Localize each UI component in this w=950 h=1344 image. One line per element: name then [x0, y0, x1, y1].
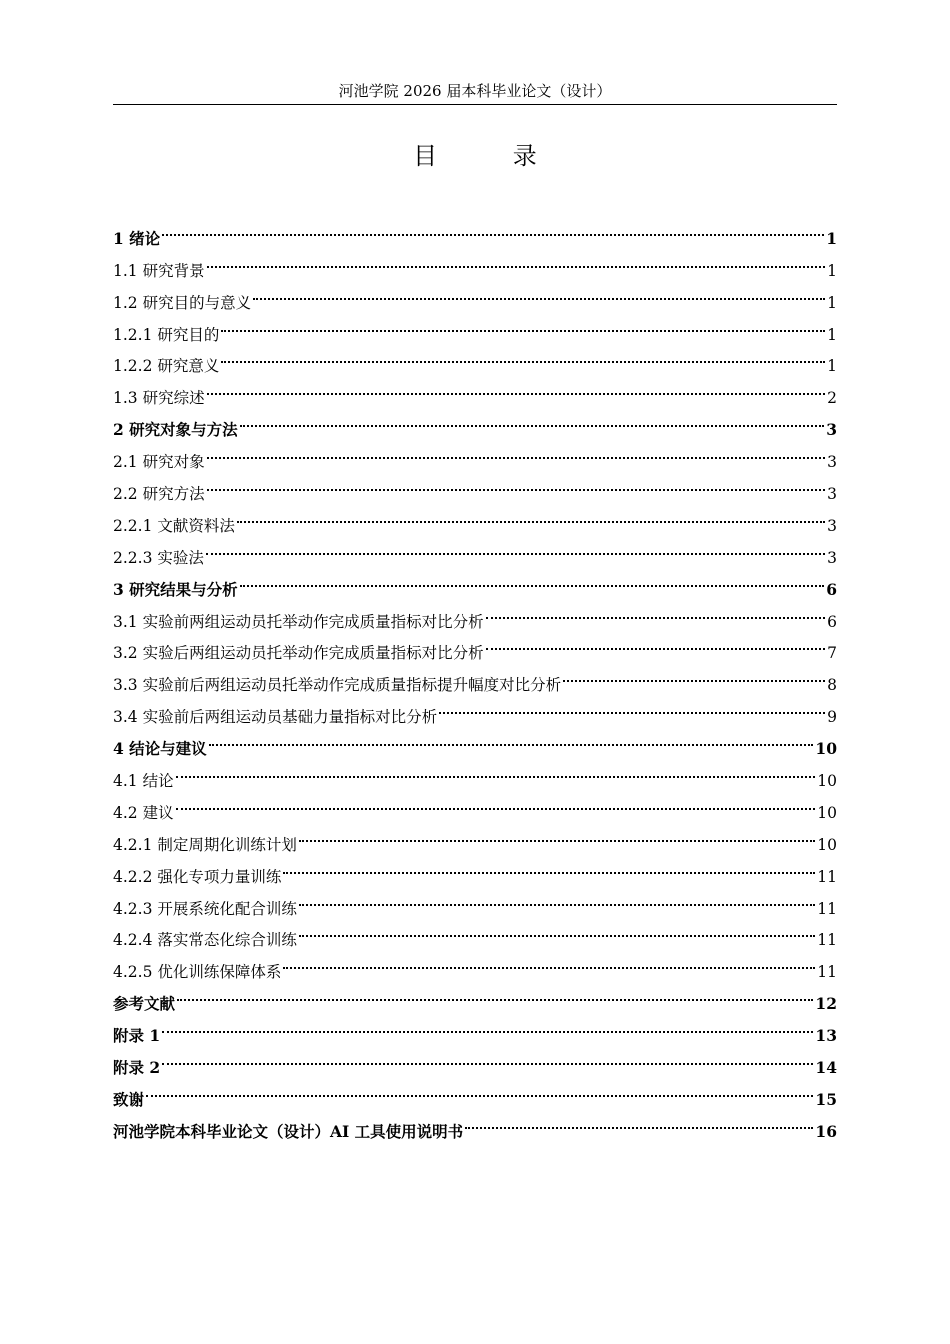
toc-entry[interactable] [113, 499, 837, 535]
toc-entry-page-number: 11 [817, 867, 837, 886]
toc-entry-page-number: 10 [817, 772, 837, 791]
toc-entry[interactable] [113, 1041, 837, 1078]
toc-entry-page-number: 13 [815, 1026, 837, 1046]
toc-dot-leader [162, 212, 824, 244]
toc-dot-leader [207, 371, 826, 403]
toc-entry-page-number: 11 [817, 931, 837, 950]
toc-entry-page-number: 1 [827, 261, 837, 280]
toc-entry-page-number: 11 [817, 963, 837, 982]
toc-entry-title: 1.3 研究综述 [113, 389, 205, 408]
toc-entry-title: 2.2 研究方法 [113, 485, 205, 504]
running-header: 河池学院 2026 届本科毕业论文（设计） [338, 82, 612, 100]
toc-dot-leader [237, 499, 825, 531]
toc-dot-leader [486, 627, 826, 659]
toc-entry-page-number: 1 [827, 293, 837, 312]
toc-entry-page-number: 16 [815, 1121, 837, 1141]
toc-entry-page-number: 11 [817, 899, 837, 918]
toc-entry-title: 1.2 研究目的与意义 [113, 293, 252, 312]
toc-entry-page-number: 3 [827, 485, 837, 504]
toc-entry-title: 2.1 研究对象 [113, 453, 205, 472]
toc-dot-leader [176, 754, 816, 786]
toc-entry-page-number: 15 [815, 1089, 837, 1109]
toc-entry[interactable] [113, 754, 837, 791]
toc-entry-title: 1.1 研究背景 [113, 261, 205, 280]
toc-entry-page-number: 14 [815, 1058, 837, 1078]
toc-entry-title: 4.2.4 落实常态化综合训练 [113, 931, 297, 950]
toc-dot-leader [240, 563, 825, 595]
toc-entry[interactable] [113, 244, 837, 280]
toc-dot-leader [177, 977, 813, 1009]
toc-entry-title: 2.2.3 实验法 [113, 548, 204, 567]
toc-entry[interactable] [113, 531, 837, 567]
toc-dot-leader [299, 882, 815, 914]
toc-entry-page-number: 12 [815, 994, 837, 1014]
toc-entry[interactable] [113, 340, 837, 376]
toc-dot-leader [486, 595, 826, 627]
toc-entry-title: 致谢 [113, 1089, 145, 1109]
toc-entry[interactable] [113, 977, 837, 1014]
toc-entry[interactable] [113, 308, 837, 344]
toc-entry-title: 3 研究结果与分析 [113, 579, 238, 599]
toc-entry-page-number: 2 [827, 389, 837, 408]
toc-entry[interactable] [113, 1009, 837, 1046]
toc-dot-leader [162, 1009, 813, 1041]
toc-entry[interactable] [113, 1105, 837, 1141]
toc-entry-title: 1.2.1 研究目的 [113, 325, 220, 344]
toc-entry[interactable] [113, 563, 837, 599]
toc-dot-leader [207, 467, 826, 499]
toc-entry-title: 参考文献 [113, 994, 176, 1014]
toc-entry-title: 2.2.1 文献资料法 [113, 516, 235, 535]
toc-dot-leader [283, 850, 815, 882]
toc-entry-title: 附录 1 [113, 1026, 161, 1046]
toc-entry[interactable] [113, 435, 837, 472]
toc-entry-title: 3.3 实验前后两组运动员托举动作完成质量指标提升幅度对比分析 [113, 676, 562, 695]
toc-entry-page-number: 1 [827, 357, 837, 376]
toc-entry-title: 4 结论与建议 [113, 739, 207, 759]
toc-entry[interactable] [113, 467, 837, 504]
toc-entry-title: 4.2.3 开展系统化配合训练 [113, 899, 297, 918]
toc-entry-page-number: 1 [826, 228, 837, 248]
toc-entry-title: 3.1 实验前两组运动员托举动作完成质量指标对比分析 [113, 612, 484, 631]
toc-entry[interactable] [113, 818, 837, 854]
toc-dot-leader [563, 658, 825, 690]
table-of-contents [113, 212, 837, 1141]
toc-entry-title: 3.2 实验后两组运动员托举动作完成质量指标对比分析 [113, 644, 484, 663]
toc-entry-title: 1 绪论 [113, 228, 161, 248]
toc-entry-title: 2 研究对象与方法 [113, 420, 238, 440]
toc-dot-leader [240, 403, 825, 435]
toc-entry[interactable] [113, 276, 837, 312]
toc-dot-leader [283, 945, 815, 977]
toc-entry-page-number: 6 [826, 579, 837, 599]
toc-entry-page-number: 10 [817, 835, 837, 854]
toc-entry-title: 4.1 结论 [113, 772, 174, 791]
toc-entry-title: 4.2.1 制定周期化训练计划 [113, 835, 297, 854]
toc-entry-page-number: 3 [827, 548, 837, 567]
toc-entry-page-number: 3 [826, 420, 837, 440]
toc-dot-leader [146, 1073, 813, 1105]
toc-entry[interactable] [113, 1073, 837, 1109]
toc-entry-page-number: 6 [827, 612, 837, 631]
toc-entry-page-number: 7 [827, 644, 837, 663]
toc-entry-page-number: 8 [827, 676, 837, 695]
toc-title: 目 录 [413, 142, 571, 170]
toc-entry-title: 3.4 实验前后两组运动员基础力量指标对比分析 [113, 708, 438, 727]
toc-entry-page-number: 3 [827, 516, 837, 535]
toc-dot-leader [206, 531, 825, 563]
toc-dot-leader [299, 914, 815, 946]
toc-dot-leader [439, 690, 825, 722]
toc-dot-leader [221, 308, 825, 340]
toc-dot-leader [207, 244, 826, 276]
toc-dot-leader [162, 1041, 813, 1073]
toc-entry[interactable] [113, 722, 837, 759]
toc-entry-page-number: 1 [827, 325, 837, 344]
toc-entry-page-number: 10 [815, 739, 837, 759]
toc-entry-page-number: 10 [817, 803, 837, 822]
toc-entry-title: 附录 2 [113, 1058, 161, 1078]
toc-entry-title: 1.2.2 研究意义 [113, 357, 220, 376]
toc-entry-title: 4.2.2 强化专项力量训练 [113, 867, 282, 886]
toc-entry[interactable] [113, 403, 837, 440]
toc-entry-page-number: 9 [827, 708, 837, 727]
toc-dot-leader [176, 786, 816, 818]
toc-dot-leader [209, 722, 814, 754]
toc-dot-leader [253, 276, 825, 308]
toc-dot-leader [207, 435, 826, 467]
toc-entry-title: 4.2.5 优化训练保障体系 [113, 963, 282, 982]
toc-dot-leader [221, 340, 825, 372]
toc-entry[interactable] [113, 786, 837, 822]
toc-entry[interactable] [113, 212, 837, 248]
toc-entry-title: 河池学院本科毕业论文（设计）AI 工具使用说明书 [113, 1121, 464, 1141]
toc-dot-leader [299, 818, 815, 850]
toc-dot-leader [465, 1105, 813, 1137]
header-rule [113, 104, 837, 105]
toc-entry-title: 4.2 建议 [113, 803, 174, 822]
toc-entry[interactable] [113, 371, 837, 408]
toc-entry-page-number: 3 [827, 453, 837, 472]
